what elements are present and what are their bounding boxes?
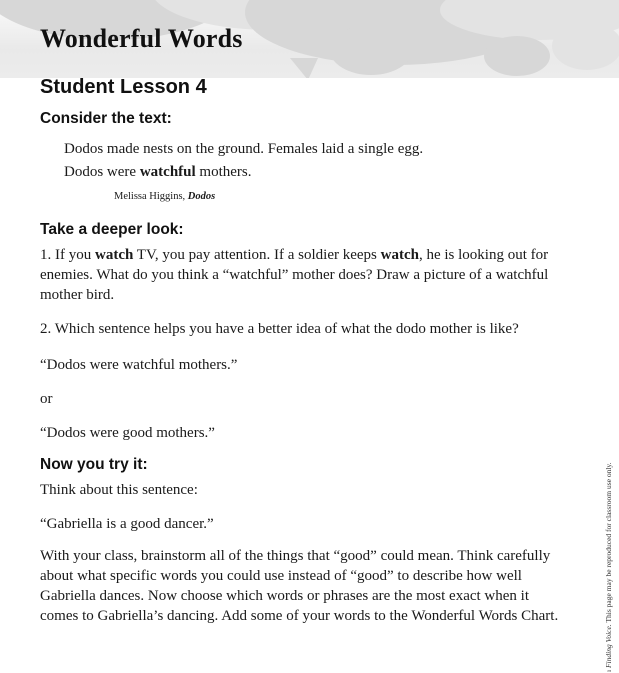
q1-emphasis-2: watch — [380, 247, 419, 263]
quote-text: Dodos were — [64, 164, 140, 180]
example-sentence: “Gabriella is a good dancer.” — [40, 516, 214, 532]
side-note-prefix: ı — [604, 668, 613, 672]
q1-text: 1. If you — [40, 247, 95, 263]
q1-text-2: TV, you pay attention. If a soldier keeps — [133, 247, 381, 263]
deeper-heading: Take a deeper look: — [40, 221, 184, 238]
speech-bubble-small-1 — [330, 25, 412, 75]
quote-line-2 — [64, 164, 252, 181]
copyright-note — [604, 462, 613, 672]
quote-emphasis: watchful — [139, 164, 196, 180]
side-note-text: This page may be reproduced for classroom use only. — [604, 462, 613, 625]
try-it-instructions: With your class, brainstorm all of the things that “good” could mean. Think carefully about what specific words you could use instead of “good” to describe how well Gabriella dances. Now choose which words or phrases are the most exact when it comes to Gabriella’s dancing. Add some of your words to the Wonderful Words Chart. — [40, 548, 559, 624]
question-2: 2. Which sentence helps you have a better idea of what the dodo mother is like? — [40, 321, 519, 337]
question-1 — [40, 245, 560, 305]
citation-title: Dodos — [187, 191, 216, 202]
speech-bubble-tail — [290, 58, 318, 78]
consider-heading: Consider the text: — [40, 110, 172, 127]
quote-text-end: mothers. — [195, 164, 252, 180]
lesson-title: Student Lesson 4 — [40, 76, 207, 98]
option-watchful: “Dodos were watchful mothers.” — [40, 357, 238, 373]
or-text: or — [40, 391, 53, 407]
option-good: “Dodos were good mothers.” — [40, 425, 215, 441]
try-it-intro: Think about this sentence: — [40, 482, 198, 498]
quote-line-1: Dodos made nests on the ground. Females laid a single egg. — [64, 141, 424, 157]
speech-bubble-small-3 — [552, 22, 619, 70]
try-it-heading: Now you try it: — [40, 456, 148, 473]
q1-text-3: , he is looking out for enemies. What do you think a “watchful” mother does? Draw a picture of a watchful mother bird. — [40, 247, 549, 303]
q1-emphasis-1: watch — [95, 247, 134, 263]
page-title: Wonderful Words — [40, 24, 243, 53]
citation-author: Melissa Higgins, — [114, 191, 188, 202]
citation — [114, 191, 215, 202]
side-note-italic: Finding Voice. — [604, 624, 613, 669]
speech-bubble-small-2 — [484, 36, 550, 76]
